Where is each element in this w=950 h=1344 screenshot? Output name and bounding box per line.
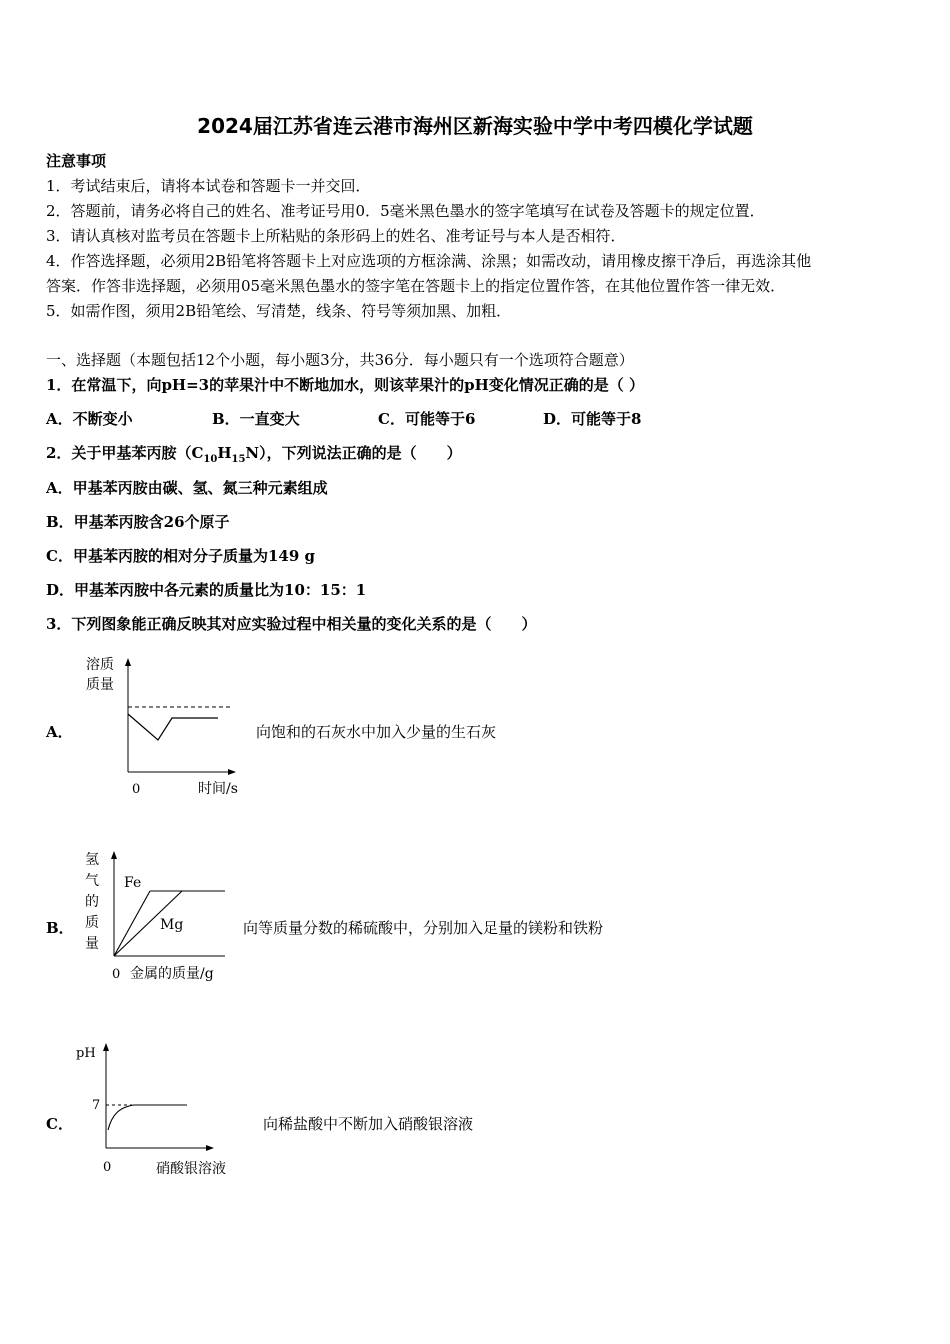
graph-b-y-arrow — [111, 851, 117, 859]
graph-b-xlabel: 金属的质量/g — [130, 966, 214, 982]
q2-sub-carbon: 10 — [203, 454, 218, 465]
notice-item-5: 5．如需作图，须用2B铅笔绘、写清楚，线条、符号等须加黑、加粗． — [46, 302, 512, 320]
q2-option-c: C．甲基苯丙胺的相对分子质量为149 g — [46, 547, 315, 565]
notice-item-1: 1．考试结束后，请将本试卷和答题卡一并交回． — [46, 177, 371, 195]
q1-option-c: C．可能等于6 — [378, 410, 476, 428]
graph-a-y-arrow — [125, 658, 131, 666]
graph-b-mg-label: Mg — [160, 917, 184, 933]
q3-option-c-desc: 向稀盐酸中不断加入硝酸银溶液 — [263, 1115, 474, 1133]
graph-b-ylabel-1: 氢 — [85, 852, 99, 868]
graph-c-origin: 0 — [103, 1160, 112, 1175]
graph-a-x-arrow — [228, 769, 236, 775]
graph-c-y-arrow — [103, 1043, 109, 1051]
q3-graph-c — [72, 1038, 252, 1183]
graph-c-xlabel: 硝酸银溶液 — [156, 1161, 226, 1177]
graph-a-ylabel-2: 质量 — [86, 677, 114, 693]
graph-a-ylabel-1: 溶质 — [86, 657, 114, 673]
q3-option-b-label: B． — [46, 919, 74, 937]
section-heading: 一、选择题（本题包括12个小题，每小题3分，共36分．每小题只有一个选项符合题意） — [46, 351, 634, 369]
q2-stem-pre: 2．关于甲基苯丙胺（C — [46, 444, 204, 462]
graph-b-ylabel-4: 质 — [85, 915, 99, 931]
q3-graph-b — [80, 847, 240, 987]
graph-b-origin: 0 — [112, 967, 121, 982]
q2-option-b: B．甲基苯丙胺含26个原子 — [46, 513, 230, 531]
notice-item-4-cont: 答案．作答非选择题，必须用05毫米黑色墨水的签字笔在答题卡上的指定位置作答，在其他位置作答一律无效． — [46, 277, 786, 295]
graph-b-ylabel-5: 量 — [85, 936, 99, 952]
graph-b-ylabel-3: 的 — [85, 894, 99, 910]
graph-a-curve — [128, 714, 218, 740]
q2-option-d: D．甲基苯丙胺中各元素的质量比为10：15：1 — [46, 581, 367, 599]
graph-c-curve — [108, 1105, 187, 1130]
q3-option-b-desc: 向等质量分数的稀硫酸中，分别加入足量的镁粉和铁粉 — [243, 919, 604, 937]
page-title: 2024届江苏省连云港市海州区新海实验中学中考四模化学试题 — [197, 114, 753, 138]
q2-option-a: A．甲基苯丙胺由碳、氢、氮三种元素组成 — [46, 479, 328, 497]
graph-c-ytick-7: 7 — [92, 1098, 101, 1113]
q2-stem-mid: H — [217, 444, 232, 462]
q1-option-d: D．可能等于8 — [543, 410, 642, 428]
q1-stem: 1．在常温下，向pH=3的苹果汁中不断地加水，则该苹果汁的pH变化情况正确的是（ ） — [46, 376, 644, 394]
graph-c-x-arrow — [206, 1145, 214, 1151]
graph-b-ylabel-2: 气 — [85, 873, 99, 889]
notice-item-3: 3．请认真核对监考员在答题卡上所粘贴的条形码上的姓名、准考证号与本人是否相符． — [46, 227, 626, 245]
q3-option-c-label: C． — [46, 1115, 73, 1133]
q1-option-a: A．不断变小 — [46, 410, 133, 428]
graph-a-origin: 0 — [132, 782, 141, 797]
notice-item-4: 4．作答选择题，必须用2B铅笔将答题卡上对应选项的方框涂满、涂黑；如需改动，请用橡皮擦干净后，再选涂其他 — [46, 252, 812, 270]
notice-item-2: 2．答题前，请务必将自己的姓名、准考证号用0．5毫米黑色墨水的签字笔填写在试卷及答题卡的规定位置． — [46, 202, 765, 220]
q3-option-a-label: A． — [46, 723, 73, 741]
notice-heading: 注意事项 — [46, 152, 107, 170]
graph-a-xlabel: 时间/s — [198, 781, 238, 797]
q3-option-a-desc: 向饱和的石灰水中加入少量的生石灰 — [256, 723, 497, 741]
q2-stem-post: N），下列说法正确的是（ ） — [245, 444, 462, 462]
graph-c-ylabel: pH — [76, 1046, 96, 1061]
graph-b-fe-label: Fe — [124, 875, 142, 891]
graph-b-fe-rise — [114, 891, 150, 956]
q3-graph-a — [70, 652, 250, 802]
q2-stem — [46, 443, 462, 463]
q3-stem: 3．下列图象能正确反映其对应实验过程中相关量的变化关系的是（ ） — [46, 615, 537, 633]
q2-sub-hydrogen: 15 — [231, 454, 246, 465]
q1-option-b: B．一直变大 — [212, 410, 300, 428]
